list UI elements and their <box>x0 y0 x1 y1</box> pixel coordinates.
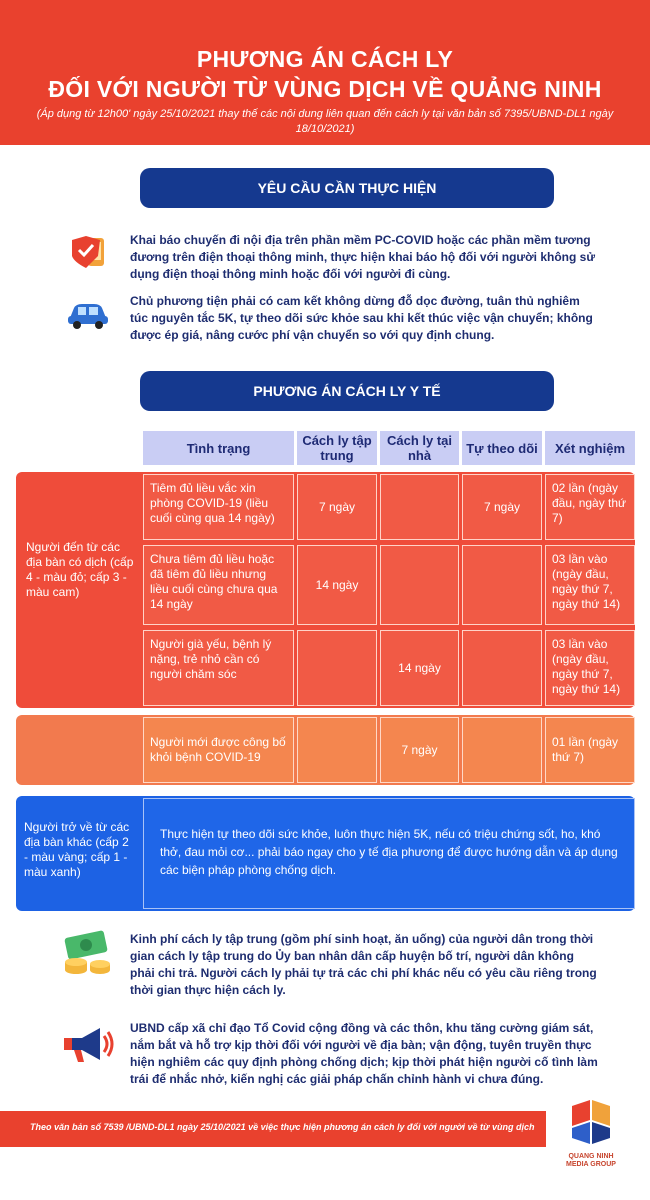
table-row-1-concentrated: 7 ngày <box>297 474 377 540</box>
footer-source: Theo văn bản số 7539 /UBND-DL1 ngày 25/10/2021 về việc thực hiện phương án cách ly đối với người về từ vùng dịch <box>30 1122 535 1132</box>
table-row-3-concentrated <box>297 630 377 706</box>
col-header-concentrated: Cách ly tập trung <box>297 431 377 465</box>
col-header-test: Xét nghiệm <box>545 431 635 465</box>
recovered-row-status: Người mới được công bố khỏi bệnh COVID-19 <box>143 717 294 783</box>
header-banner <box>0 0 650 145</box>
footer-banner <box>0 1111 546 1147</box>
table-row-2-self <box>462 545 542 625</box>
page-subtitle: (Áp dụng từ 12h00' ngày 25/10/2021 thay thế các nội dung liên quan đến cách ly tại văn bản số 7395/UBND-DL1 ngày 18/10/2021) <box>36 108 614 135</box>
note-text-2: UBND cấp xã chỉ đạo Tổ Covid cộng đồng và các thôn, khu tăng cường giám sát, nắm bắt và hỗ trợ kịp thời đối với người về địa bàn; vận động, tuyên truyền thực hiện nghiêm các quy định phòng chống dịch; kịp thời phát hiện người cố tình làm trái để nhắc nhở, kiến nghị các giải pháp chấn chỉnh hành vi chưa đúng. <box>130 1021 598 1086</box>
col-header-home: Cách ly tại nhà <box>380 431 459 465</box>
note-text-1: Kinh phí cách ly tập trung (gồm phí sinh hoạt, ăn uống) của người dân trong thời gian cách ly tập trung do Ủy ban nhân dân cấp huyện bố trí, người dân không phải chi trả. Người cách ly phải tự trả các chi phí khác nếu có yêu cầu riêng trong thời gian thực hiện cách ly. <box>130 932 597 997</box>
table-row-3-self <box>462 630 542 706</box>
table-row-2-home <box>380 545 459 625</box>
requirements-heading: YÊU CẦU CẦN THỰC HIỆN <box>140 168 554 208</box>
table-row-3-home: 14 ngày <box>380 630 459 706</box>
recovered-row-concentrated <box>297 717 377 783</box>
table-row-1-status: Tiêm đủ liều vắc xin phòng COVID-19 (liều cuối cùng qua 14 ngày) <box>143 474 294 540</box>
table-row-3-status: Người già yếu, bệnh lý nặng, trẻ nhỏ cần có người chăm sóc <box>143 630 294 706</box>
requirement-text-1: Khai báo chuyến đi nội địa trên phần mềm PC-COVID hoặc các phần mềm tương đương trên điện thoại thông minh, thực hiện khai báo hộ đối với người không sử dụng điện thoại thông minh hoặc đối với người đi cùng. <box>130 233 596 281</box>
table-row-1-home <box>380 474 459 540</box>
recovered-row-home: 7 ngày <box>380 717 459 783</box>
plan-heading: PHƯƠNG ÁN CÁCH LY Y TẾ <box>140 371 554 411</box>
table-row-3-test: 03 lần vào (ngày đầu, ngày thứ 7, ngày thứ 14) <box>545 630 635 706</box>
table-row-2-concentrated: 14 ngày <box>297 545 377 625</box>
col-header-status: Tình trạng <box>143 431 294 465</box>
brand-logo <box>566 1098 616 1182</box>
brand-name-line1: QUANG NINH <box>568 1153 614 1160</box>
table-row-1-test: 02 lần (ngày đầu, ngày thứ 7) <box>545 474 635 540</box>
group2-label: Người trở về từ các địa bàn khác (cấp 2 - màu vàng; cấp 1 - màu xanh) <box>24 820 130 879</box>
qg-logo-icon <box>566 1098 616 1148</box>
megaphone-icon <box>60 1020 116 1068</box>
group1-label: Người đến từ các địa bàn có dịch (cấp 4 - màu đỏ; cấp 3 - màu cam) <box>26 540 134 599</box>
brand-name-line2: MEDIA GROUP <box>566 1161 616 1168</box>
shield-phone-icon <box>66 232 110 272</box>
group2-text: Thực hiện tự theo dõi sức khỏe, luôn thực hiện 5K, nếu có triệu chứng sốt, ho, khó thở, đau mỏi cơ... phải báo ngay cho y tế địa phương để được hướng dẫn và áp dụng các biện pháp phòng chống dịch. <box>143 798 635 909</box>
money-icon <box>60 930 116 976</box>
table-row-1-self: 7 ngày <box>462 474 542 540</box>
table-row-2-status: Chưa tiêm đủ liều hoặc đã tiêm đủ liều nhưng liều cuối cùng chưa qua 14 ngày <box>143 545 294 625</box>
recovered-row-test: 01 lần (ngày thứ 7) <box>545 717 635 783</box>
table-row-2-test: 03 lần vào (ngày đầu, ngày thứ 7, ngày thứ 14) <box>545 545 635 625</box>
car-icon <box>66 298 110 330</box>
page-title-line2: ĐỐI VỚI NGƯỜI TỪ VÙNG DỊCH VỀ QUẢNG NINH <box>48 76 602 102</box>
page-title-line1: PHƯƠNG ÁN CÁCH LY <box>196 46 454 72</box>
requirement-text-2: Chủ phương tiện phải có cam kết không dừng đỗ dọc đường, tuân thủ nghiêm túc nguyên tắc 5K, tự theo dõi sức khỏe sau khi kết thúc việc vận chuyển; không được ép giá, nâng cước phí vận chuyển so với quy định chung. <box>130 294 593 342</box>
recovered-row-self <box>462 717 542 783</box>
col-header-self: Tự theo dõi <box>462 431 542 465</box>
